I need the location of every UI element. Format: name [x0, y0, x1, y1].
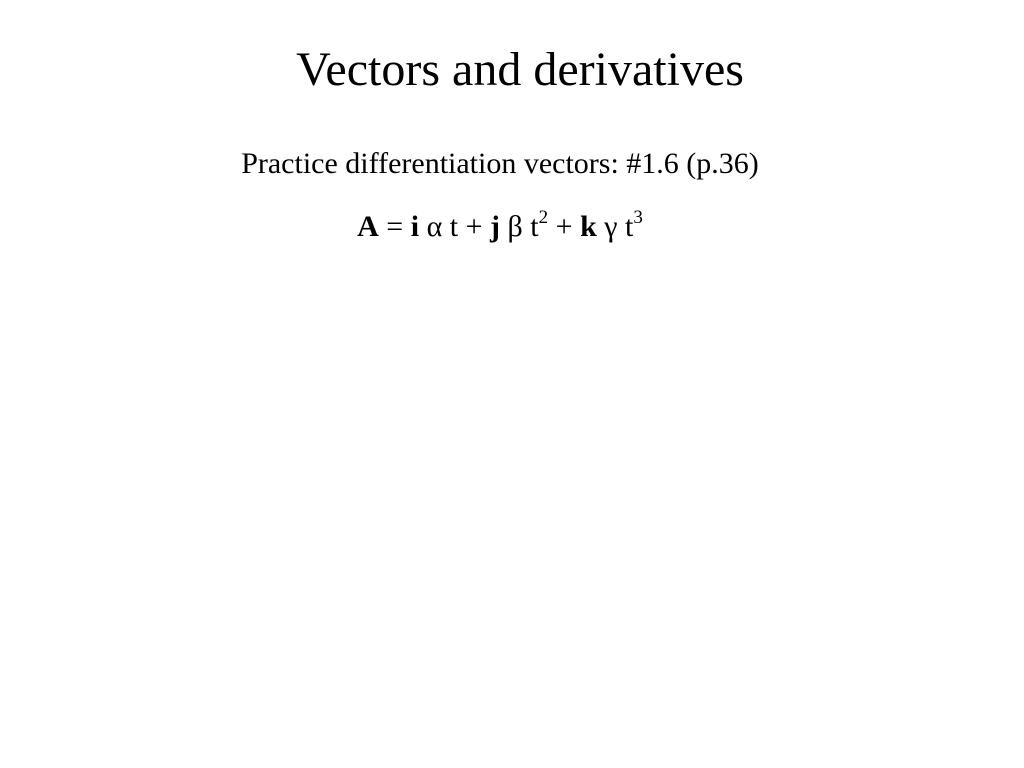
exponent-3: 3 — [633, 207, 643, 228]
unit-vector-k: k — [580, 210, 597, 243]
exponent-2: 2 — [538, 207, 549, 228]
beta-term: β t — [500, 210, 539, 243]
plus-sign: + — [548, 210, 581, 243]
slide-subtitle: Practice differentiation vectors: #1.6 (p.36) — [241, 147, 759, 180]
vector-a-symbol: A — [357, 210, 379, 243]
unit-vector-j: j — [490, 210, 501, 243]
slide-title: Vectors and derivatives — [296, 43, 744, 96]
equals-sign: = — [378, 210, 411, 243]
vector-equation — [0, 208, 1000, 246]
gamma-term: γ t — [596, 210, 634, 243]
alpha-term: α t + — [419, 210, 491, 243]
unit-vector-i: i — [410, 210, 420, 243]
